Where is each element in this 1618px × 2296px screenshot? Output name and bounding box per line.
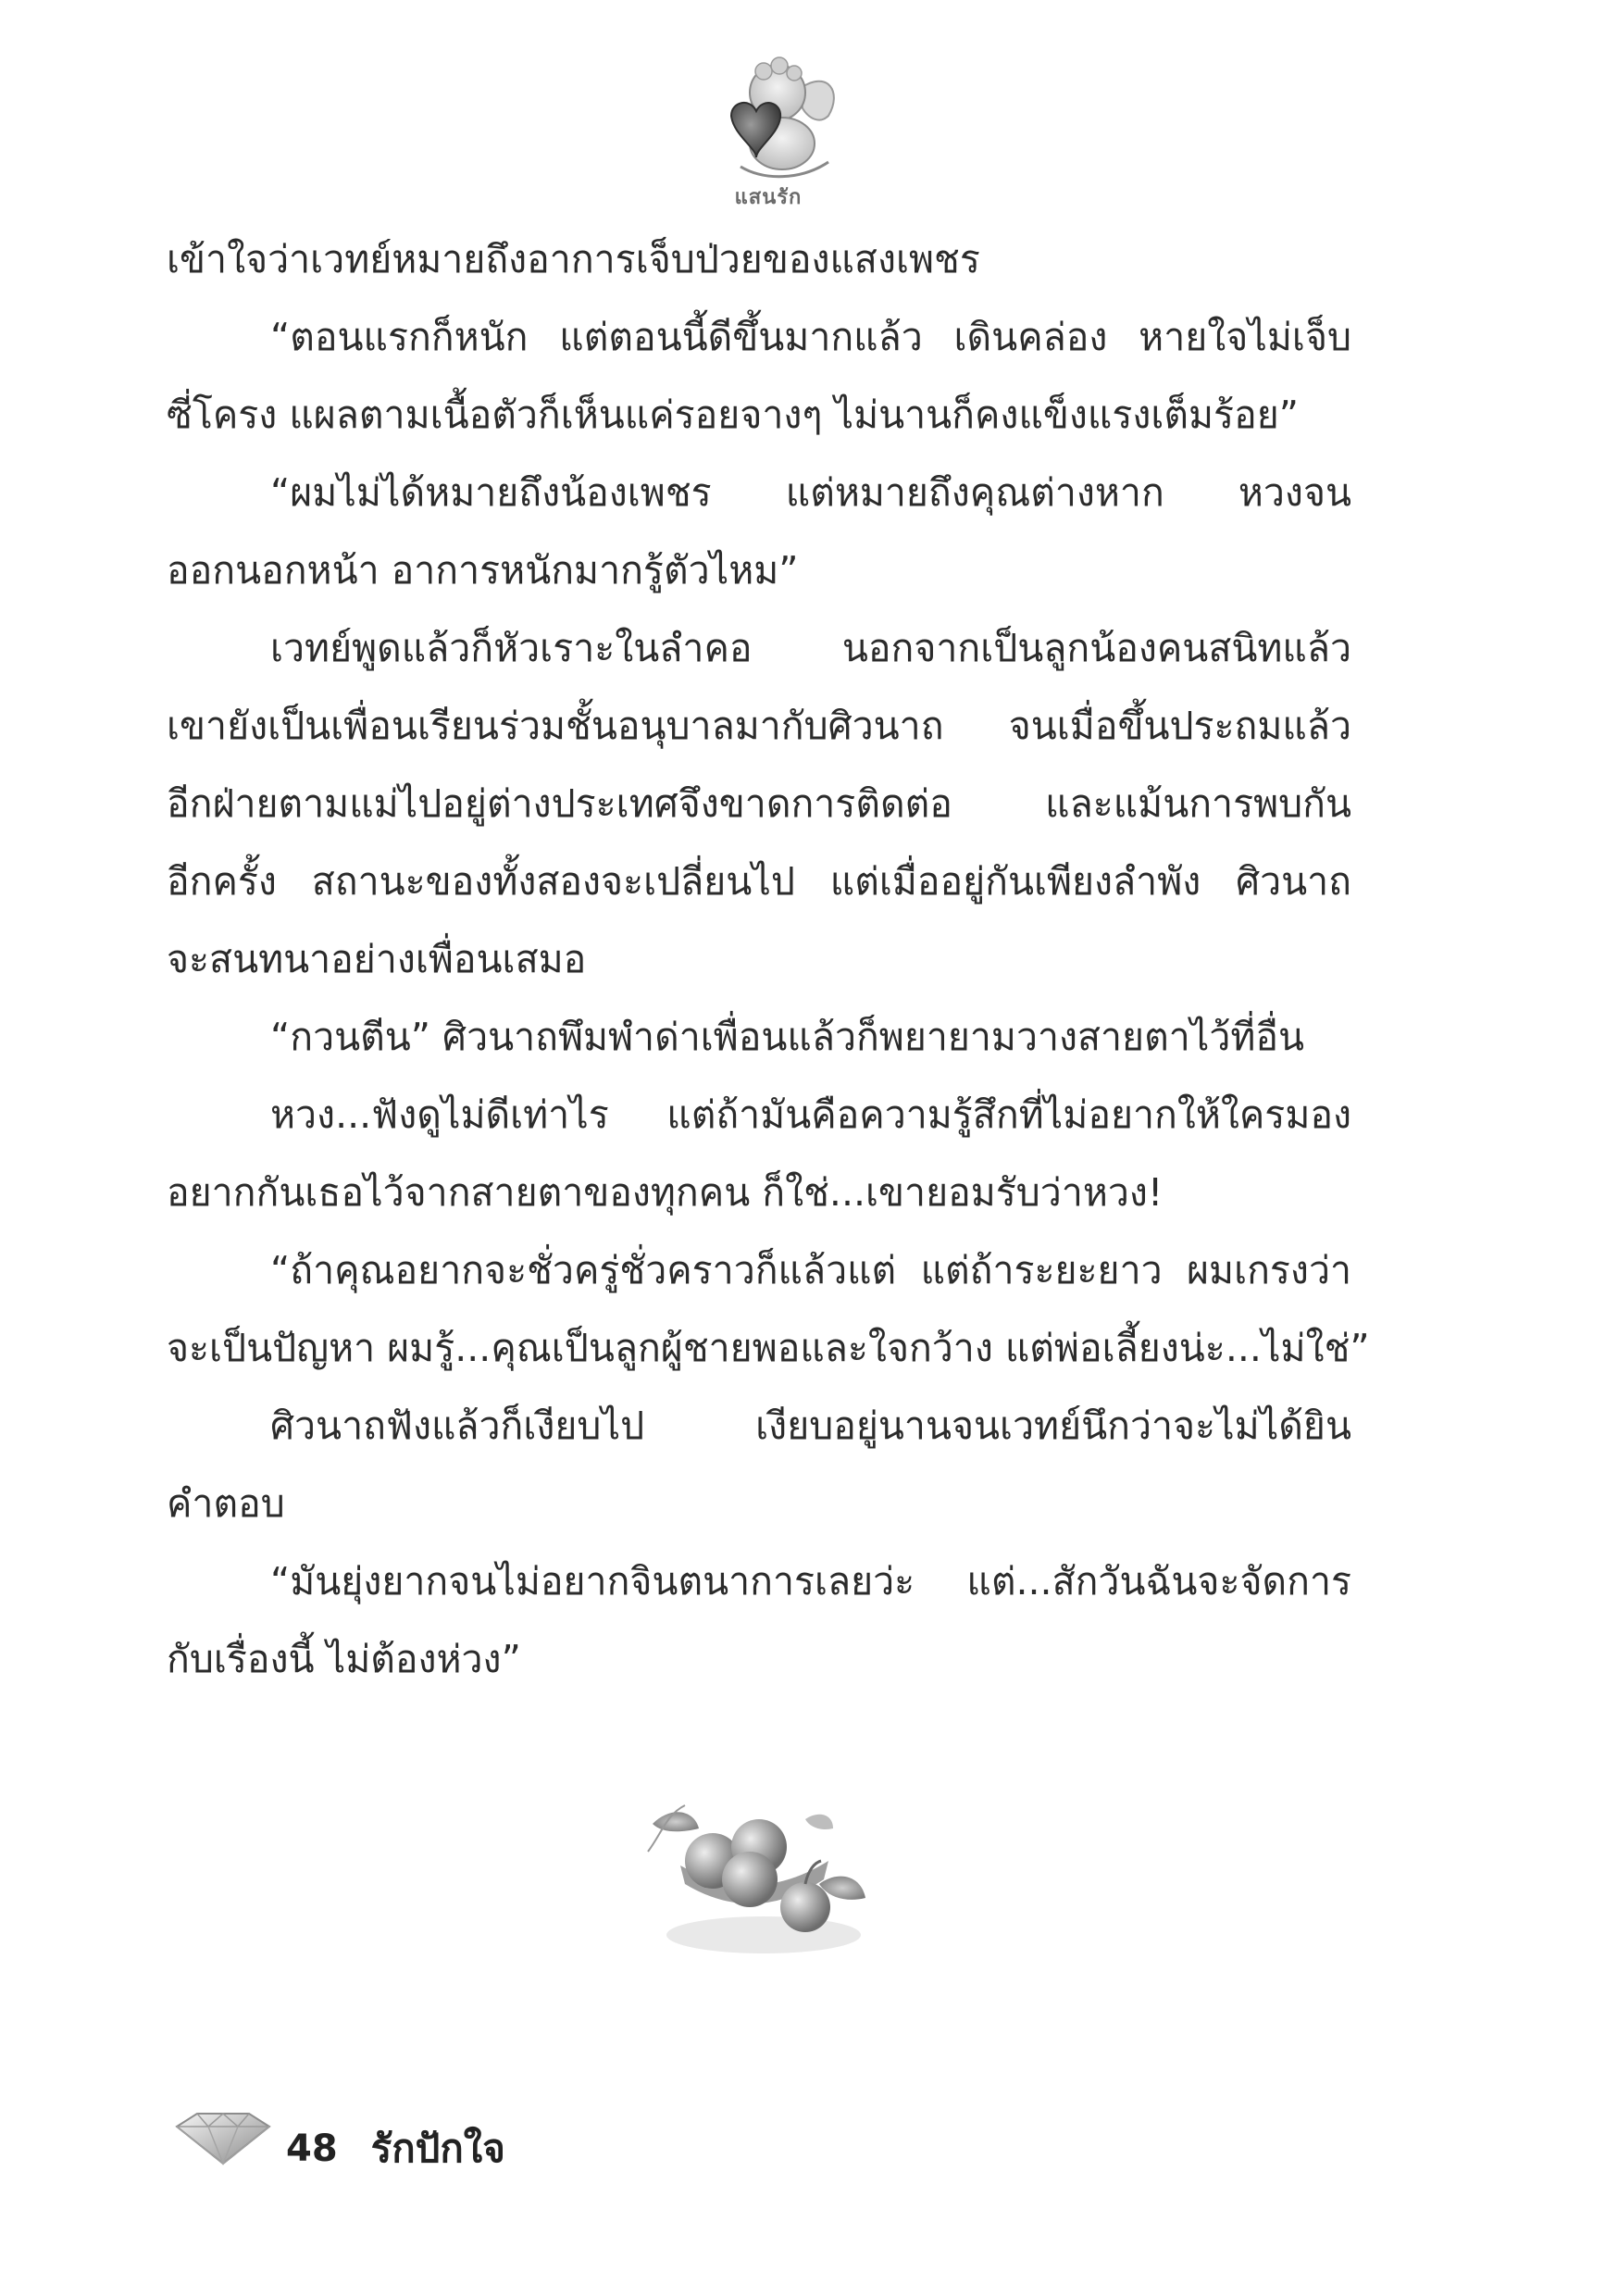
text-line: อีกครั้ง สถานะของทั้งสองจะเปลี่ยนไป แต่เมื่ออยู่กันเพียงลำพัง ศิวนาถ xyxy=(167,859,1351,904)
text-line: หวง...ฟังดูไม่ดีเท่าไร แต่ถ้ามันคือความรู้สึกที่ไม่อยากให้ใครมอง xyxy=(270,1092,1351,1137)
fruit-bowl-icon xyxy=(643,1796,870,1958)
cupid-heart-icon xyxy=(690,51,847,190)
text-line: อีกฝ่ายตามแม่ไปอยู่ต่างประเทศจึงขาดการติดต่อ และแม้นการพบกัน xyxy=(167,781,1351,826)
text-line: “ถ้าคุณอยากจะชั่วครู่ชั่วคราวก็แล้วแต่ แต่ถ้าระยะยาว ผมเกรงว่า xyxy=(270,1248,1351,1292)
text-line: คำตอบ xyxy=(167,1481,285,1526)
text-line: อยากกันเธอไว้จากสายตาของทุกคน ก็ใช่...เขายอมรับว่าหวง! xyxy=(167,1170,1164,1215)
text-line: “มันยุ่งยากจนไม่อยากจินตนาการเลยว่ะ แต่...สักวันฉันจะจัดการ xyxy=(270,1559,1351,1603)
logo-text: แสนรัก xyxy=(734,186,803,209)
header-logo xyxy=(690,51,847,213)
text-line: ซี่โครง แผลตามเนื้อตัวก็เห็นแค่รอยจางๆ ไม่นานก็คงแข็งแรงเต็มร้อย” xyxy=(167,393,1299,437)
book-title: รักปักใจ xyxy=(370,2126,505,2171)
text-line: “กวนตีน” ศิวนาถพึมพำด่าเพื่อนแล้วก็พยายามวางสายตาไว้ที่อื่น xyxy=(270,1015,1305,1059)
text-line: กับเรื่องนี้ ไม่ต้องห่วง” xyxy=(167,1637,521,1681)
page-footer xyxy=(171,2102,505,2176)
text-line: “ตอนแรกก็หนัก แต่ตอนนี้ดีขึ้นมากแล้ว เดินคล่อง หายใจไม่เจ็บ xyxy=(270,315,1351,359)
text-line: ออกนอกหน้า อาการหนักมากรู้ตัวไหม” xyxy=(167,548,799,593)
text-line: จะเป็นปัญหา ผมรู้...คุณเป็นลูกผู้ชายพอและใจกว้าง แต่พ่อเลี้ยงน่ะ...ไม่ใช่” xyxy=(167,1326,1370,1370)
diamond-icon xyxy=(171,2110,275,2167)
text-line: เขายังเป็นเพื่อนเรียนร่วมชั้นอนุบาลมากับศิวนาถ จนเมื่อขึ้นประถมแล้ว xyxy=(167,704,1351,748)
body-text xyxy=(167,220,1370,1698)
text-line: เข้าใจว่าเวทย์หมายถึงอาการเจ็บป่วยของแสงเพชร xyxy=(167,237,980,281)
text-line: จะสนทนาอย่างเพื่อนเสมอ xyxy=(167,937,587,981)
fruit-illustration xyxy=(643,1796,870,1958)
page-number: 48 xyxy=(286,2128,338,2170)
text-line: เวทย์พูดแล้วก็หัวเราะในลำคอ นอกจากเป็นลูกน้องคนสนิทแล้ว xyxy=(270,626,1351,670)
text-line: “ผมไม่ได้หมายถึงน้องเพชร แต่หมายถึงคุณต่างหาก หวงจน xyxy=(270,470,1351,515)
text-line: ศิวนาถฟังแล้วก็เงียบไป เงียบอยู่นานจนเวทย์นึกว่าจะไม่ได้ยิน xyxy=(270,1404,1351,1448)
